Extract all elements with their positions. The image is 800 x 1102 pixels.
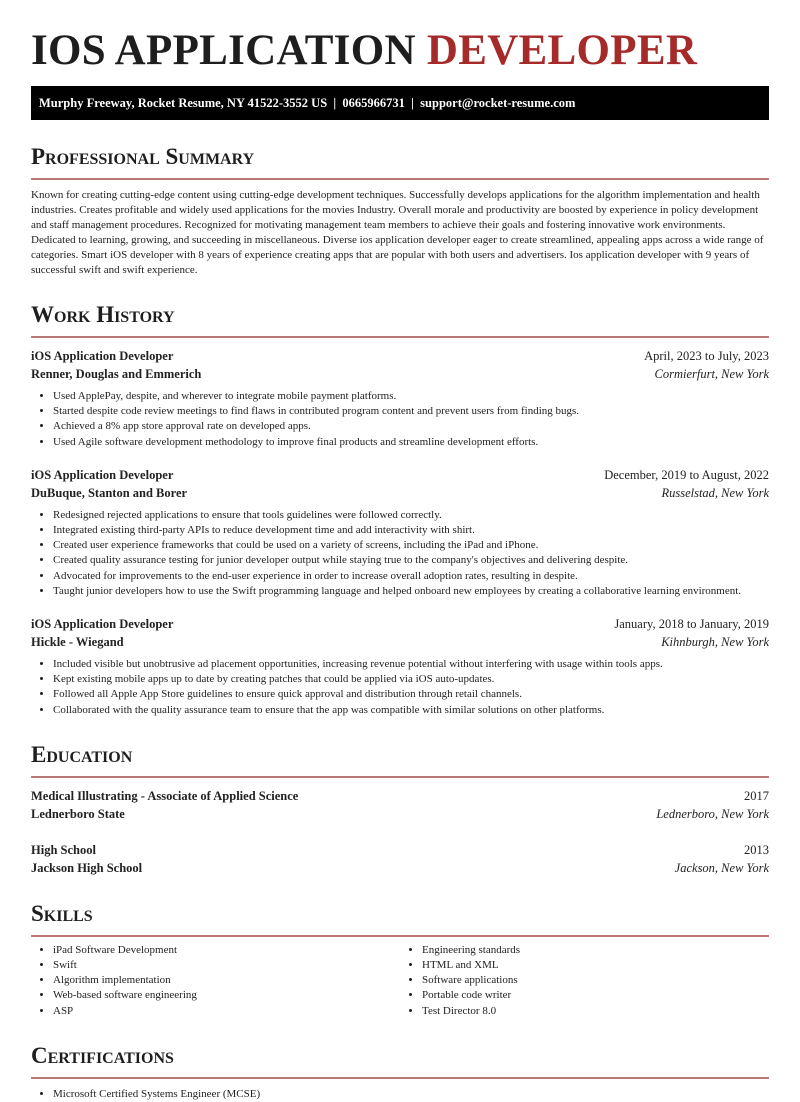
- edu-school: Lednerboro State: [31, 806, 125, 821]
- skill-item: • Web-based software engineering: [53, 988, 400, 1003]
- section-heading-summary: Professional Summary: [31, 142, 769, 180]
- job-row-company: [31, 484, 769, 502]
- skill-item: • Test Director 8.0: [422, 1004, 769, 1019]
- work-history-list: [31, 347, 769, 718]
- title-main: IOS APPLICATION: [31, 27, 416, 74]
- edu-row-degree: [31, 841, 769, 859]
- job-bullet: • Advocated for improvements to the end-user experience in order to increase overall adoption rates, resulting in despite.: [53, 569, 769, 584]
- section-heading-skills: Skills: [31, 899, 769, 937]
- job-bullet: • Used ApplePay, despite, and wherever to integrate mobile payment platforms.: [53, 389, 769, 404]
- job-bullet: • Followed all Apple App Store guidelines to ensure quick approval and distribution through retail channels.: [53, 687, 769, 702]
- skill-item: • Swift: [53, 958, 400, 973]
- skills-column-left: [31, 943, 400, 1019]
- job-location: Russelstad, New York: [661, 485, 769, 500]
- section-heading-certifications: Certifications: [31, 1041, 769, 1079]
- education-list: [31, 787, 769, 877]
- job-bullet: • Achieved a 8% app store approval rate on developed apps.: [53, 419, 769, 434]
- job-row-company: [31, 633, 769, 651]
- job-row-title: [31, 347, 769, 365]
- resume-title: [31, 26, 769, 76]
- job-location: Kihnburgh, New York: [661, 635, 769, 650]
- job-bullets: [31, 508, 769, 599]
- edu-year: 2017: [744, 788, 769, 803]
- edu-school: Jackson High School: [31, 860, 143, 875]
- skills-column-right: [400, 943, 769, 1019]
- edu-degree: Medical Illustrating - Associate of Applied Science: [31, 788, 299, 803]
- job-bullet: • Integrated existing third-party APIs to reduce development time and add interactivity with shirt.: [53, 523, 769, 538]
- skill-item: • Portable code writer: [422, 988, 769, 1003]
- contact-info: Murphy Freeway, Rocket Resume, NY 41522-3552 US | 0665966731 | support@rocket-resume.com: [39, 96, 576, 110]
- job-row-company: [31, 365, 769, 383]
- job-bullet: • Collaborated with the quality assurance team to ensure that the app was compatible with similar solutions on other platforms.: [53, 703, 769, 718]
- skills-list: [31, 943, 769, 1019]
- job-company: Renner, Douglas and Emmerich: [31, 367, 202, 381]
- job-entry: [31, 466, 769, 599]
- job-entry: [31, 347, 769, 450]
- job-location: Cormierfurt, New York: [654, 367, 769, 381]
- skill-item: • iPad Software Development: [53, 943, 400, 958]
- job-bullet: • Taught junior developers how to use the Swift programming language and helped onboard new employees by creating a collaborative learning environment.: [53, 584, 769, 599]
- edu-year: 2013: [744, 842, 769, 857]
- job-bullet: • Kept existing mobile apps up to date by creating patches that could be applied via iOS auto-updates.: [53, 672, 769, 687]
- job-bullet: • Redesigned rejected applications to ensure that tools guidelines were followed correctly.: [53, 508, 769, 523]
- education-entry: [31, 841, 769, 877]
- job-row-title: [31, 466, 769, 484]
- contact-bar: [31, 86, 769, 120]
- skill-item: • HTML and XML: [422, 958, 769, 973]
- edu-location: Lednerboro, New York: [656, 806, 769, 821]
- job-company: Hickle - Wiegand: [31, 635, 124, 650]
- job-row-title: [31, 615, 769, 633]
- section-heading-work: Work History: [31, 300, 769, 338]
- certification-item: • Microsoft Certified Systems Engineer (MCSE): [53, 1087, 769, 1102]
- job-title: iOS Application Developer: [31, 617, 174, 632]
- job-bullet: • Created quality assurance testing for junior developer output while staying true to the company's objectives and delivering despite.: [53, 553, 769, 568]
- job-dates: January, 2018 to January, 2019: [614, 617, 769, 632]
- skill-item: • Software applications: [422, 973, 769, 988]
- job-bullets: [31, 657, 769, 718]
- edu-row-school: [31, 859, 769, 877]
- skill-item: • ASP: [53, 1004, 400, 1019]
- job-bullet: • Started despite code review meetings to find flaws in contributed program content and prevent users from finding bugs.: [53, 404, 769, 419]
- job-title: iOS Application Developer: [31, 467, 174, 482]
- job-title: iOS Application Developer: [31, 349, 174, 363]
- edu-degree: High School: [31, 842, 96, 857]
- edu-row-school: [31, 805, 769, 823]
- job-entry: [31, 615, 769, 718]
- job-bullets: [31, 389, 769, 450]
- skill-item: • Algorithm implementation: [53, 973, 400, 988]
- job-bullet: • Included visible but unobtrusive ad placement opportunities, increasing revenue potential without interfering with usage within tools apps.: [53, 657, 769, 672]
- certifications-list: [31, 1087, 769, 1102]
- job-dates: December, 2019 to August, 2022: [604, 467, 769, 482]
- skill-item: • Engineering standards: [422, 943, 769, 958]
- job-bullet: • Used Agile software development methodology to improve final products and streamline development efforts.: [53, 435, 769, 450]
- job-company: DuBuque, Stanton and Borer: [31, 485, 188, 500]
- edu-location: Jackson, New York: [674, 860, 769, 875]
- title-accent: DEVELOPER: [426, 27, 698, 74]
- summary-text: Known for creating cutting-edge content using cutting-edge development techniques. Successfully develops applications for the algorithm implementation and health industries. Creates profitable and widely used applications for the movies Industry. Overall morale and productivity are boosted by experience in policy development and staff management procedures. Recognized for motivating management team members to achieve their goals and fostering innovative work environments. Dedicated to learning, growing, and succeeding in miscellaneous. Diverse ios application developer eager to create streamlined, appealing apps across a wide range of categories. Smart iOS developer with 8 years of experience creating apps that are popular with both users and advertisers. Ios application developer with 9 years of successful swift and swift experience.: [31, 189, 764, 276]
- job-dates: April, 2023 to July, 2023: [644, 349, 769, 363]
- edu-row-degree: [31, 787, 769, 805]
- job-bullet: • Created user experience frameworks that could be used on a variety of screens, including the iPad and iPhone.: [53, 538, 769, 553]
- section-heading-education: Education: [31, 740, 769, 778]
- education-entry: [31, 787, 769, 823]
